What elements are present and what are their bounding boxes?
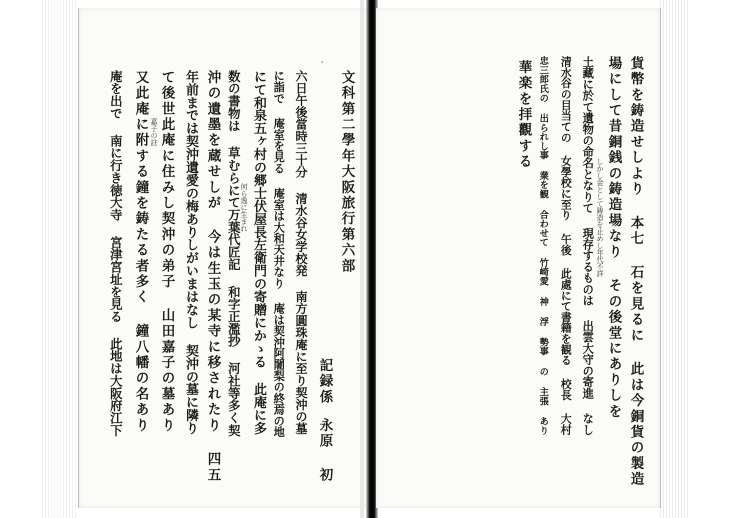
interlinear-note: 嘉子の註 — [150, 118, 158, 146]
recorder-label: 記録係 — [316, 358, 333, 406]
body-line-4: 清水谷の目当ての 女學校に至り 午後 此處にて書籍を観る 校長 大村 — [559, 56, 573, 435]
body-line-3: 土藏に於て遺物の命名となりて 現存するものは 出雲大守の寄進 なし — [581, 56, 596, 436]
right-page-edges — [660, 0, 739, 518]
margin-mark: ' — [321, 60, 324, 69]
body-line-4: 数の書物は 草むらにて万葉代匠記 和字正濫抄 河社等多く契 — [226, 70, 242, 437]
body-line-9: 庵を出で 南に行き徳大寺 宮津宮址を見る 此地は大阪府江下 — [108, 70, 124, 437]
left-page — [78, 8, 369, 508]
body-line-5: 忠三郎氏の 出られし事 業を観 合わせて 竹崎愛 神 浮 勢事 の 主張 あり — [537, 56, 549, 436]
body-line-6: 華楽を拝觀する — [515, 60, 532, 170]
body-line-1: 貨幣を鋳造せしより 本七 石を見るに 此は今銅貨の製造 — [627, 56, 644, 488]
section-title: 文科第二學年大阪旅行第六部 — [338, 70, 355, 275]
body-line-5: 沖の遺墨を蔵せしが 今は生玉の某寺に移されたり 四五 — [204, 70, 221, 484]
body-line-2: に詣で 庵室を見る 庵室は大和天井なり 庵は契沖阿闍梨の終焉の地 — [272, 70, 287, 438]
recorder-name: 永原 初 — [316, 418, 333, 484]
body-line-6: 年前までは契沖遺愛の梅ありしがいまはなし 契沖の墓に隣り — [182, 70, 198, 435]
gutter-shadow — [360, 0, 364, 518]
body-line-3: にて和泉五ヶ村の郷士伏屋長左衛門の寄贈にかゝる 此庵に多 — [250, 70, 266, 435]
body-line-1: 六日午後當時三十分 清水谷女学校発 南方圓珠庵に至り契沖の墓 — [294, 70, 309, 435]
interlinear-note: しかし金として鋳造を止めし年代不詳 — [596, 158, 604, 277]
body-line-7: て後世此庵に住みし契沖の弟子 山田嘉子の墓あり — [158, 70, 175, 434]
left-page-edges — [0, 0, 78, 518]
body-line-2: 場にして昔銅銭の鋳造場なり その後堂にありしを — [605, 56, 622, 420]
interlinear-note: 何ら逸に生まれ — [240, 183, 248, 232]
body-line-8: 又此庵に附する鐘を鋳たる者多く 鐘八幡の名あり — [132, 70, 149, 434]
right-page — [376, 8, 661, 508]
